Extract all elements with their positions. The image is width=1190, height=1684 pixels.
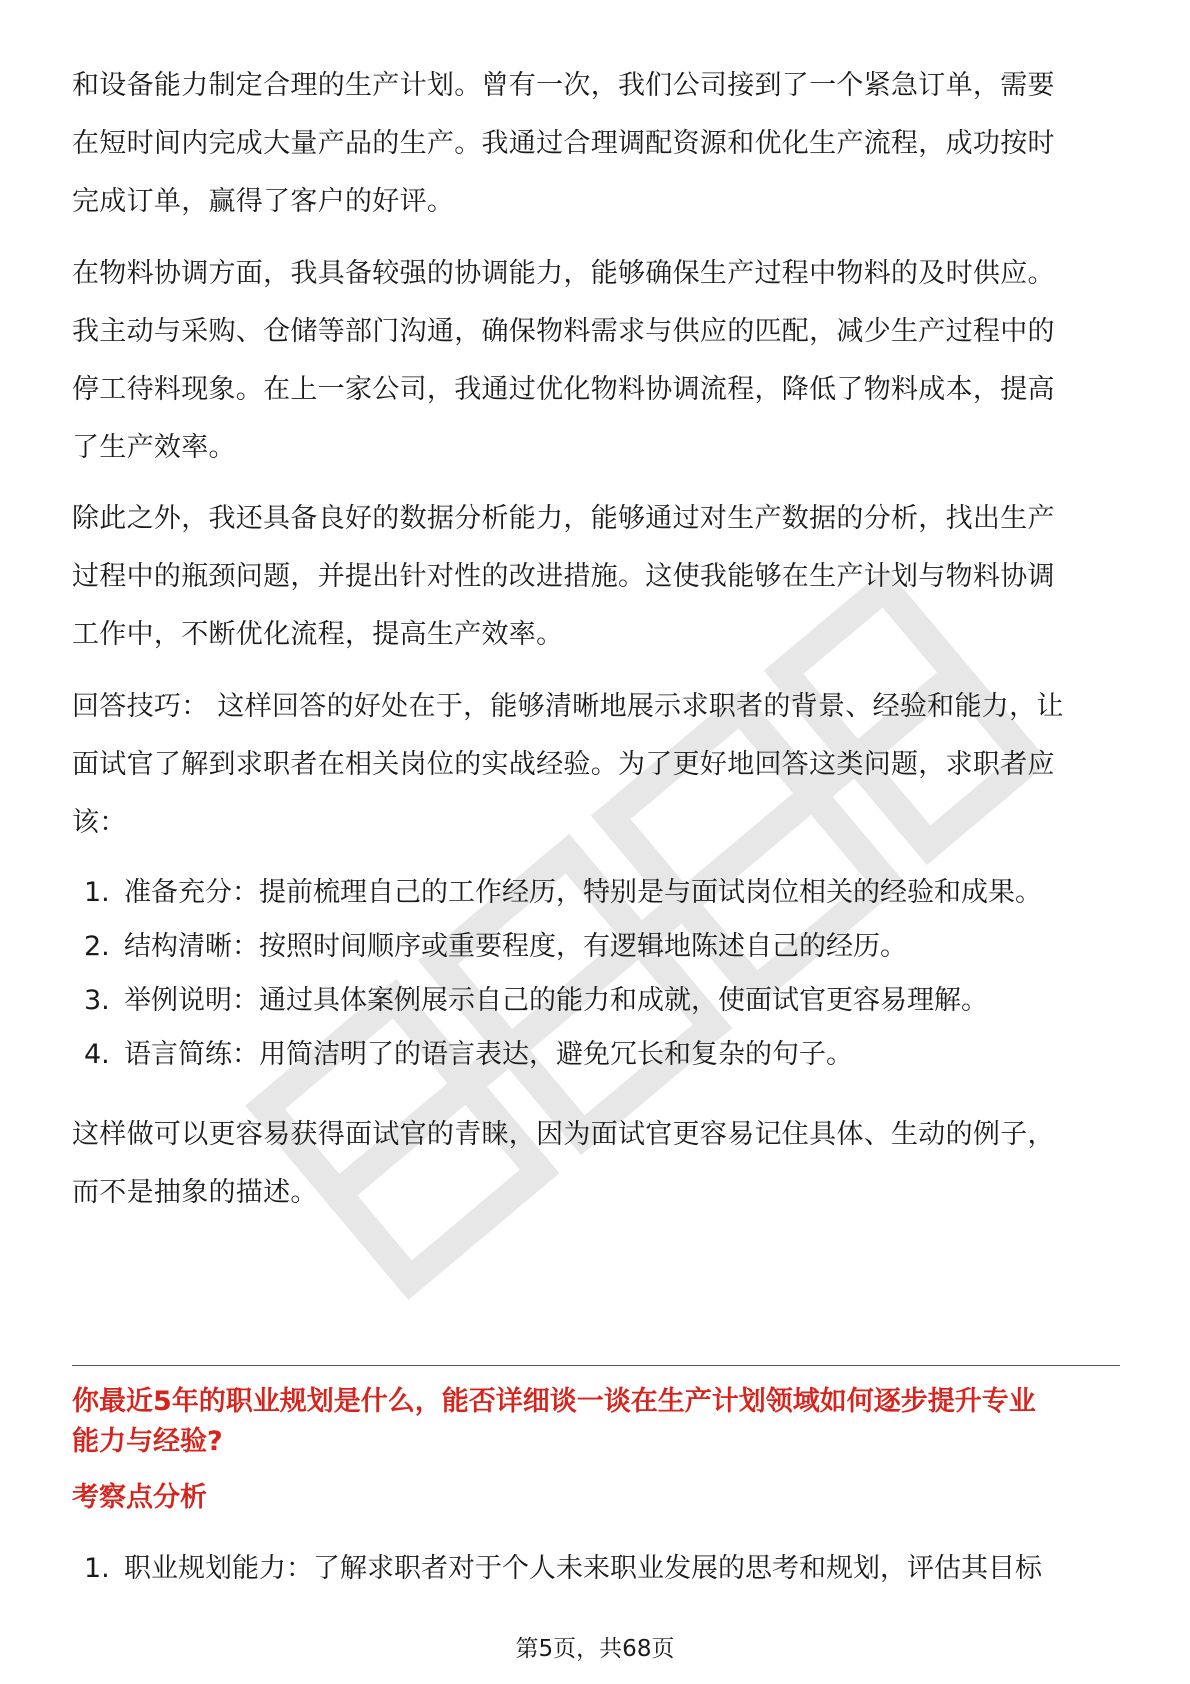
list-item <box>84 864 1042 922</box>
list-item <box>84 972 988 1030</box>
question-heading <box>72 1382 1122 1462</box>
text-line: 和设备能力制定合理的生产计划。曾有一次，我们公司接到了一个紧急订单，需要 <box>72 70 1055 101</box>
paragraph-planning <box>72 57 1122 231</box>
text-line: 我主动与采购、仓储等部门沟通，确保物料需求与供应的匹配，减少生产过程中的 <box>72 316 1055 347</box>
text-line: 这样做可以更容易获得面试官的青睐，因为面试官更容易记住具体、生动的例子， <box>72 1119 1055 1150</box>
text-line: 完成订单，赢得了客户的好评。 <box>72 186 455 217</box>
paragraph-answer-tips <box>72 678 1122 852</box>
analysis-heading: 考察点分析 <box>72 1482 207 1513</box>
section-divider <box>72 1365 1120 1366</box>
paragraph-data-analysis <box>72 490 1122 664</box>
page-footer: 第5页，共68页 <box>515 1636 675 1662</box>
text-line: 过程中的瓶颈问题，并提出针对性的改进措施。这使我能够在生产计划与物料协调 <box>72 561 1055 592</box>
list-text: 准备充分：提前梳理自己的工作经历，特别是与面试岗位相关的经验和成果。 <box>124 877 1042 908</box>
list-text: 语言简练：用简洁明了的语言表达，避免冗长和复杂的句子。 <box>124 1039 853 1070</box>
list-number: 2. <box>84 931 110 962</box>
text-line: 该： <box>72 807 127 838</box>
list-item <box>84 1026 853 1084</box>
list-number: 4. <box>84 1039 110 1070</box>
question-line: 能力与经验? <box>72 1426 223 1457</box>
list-number: 1. <box>84 877 110 908</box>
list-text: 举例说明：通过具体案例展示自己的能力和成就，使面试官更容易理解。 <box>124 985 988 1016</box>
question-line: 你最近5年的职业规划是什么，能否详细谈一谈在生产计划领域如何逐步提升专业 <box>72 1386 1036 1417</box>
list-text: 结构清晰：按照时间顺序或重要程度，有逻辑地陈述自己的经历。 <box>124 931 907 962</box>
paragraph-material <box>72 245 1122 477</box>
text-line: 工作中，不断优化流程，提高生产效率。 <box>72 619 564 650</box>
list-number: 3. <box>84 985 110 1016</box>
list-number: 1. <box>84 1553 110 1584</box>
text-line: 停工待料现象。在上一家公司，我通过优化物料协调流程，降低了物料成本，提高 <box>72 374 1055 405</box>
text-line: 而不是抽象的描述。 <box>72 1177 318 1208</box>
text-line: 在物料协调方面，我具备较强的协调能力，能够确保生产过程中物料的及时供应。 <box>72 258 1055 289</box>
paragraph-conclusion <box>72 1106 1122 1222</box>
text-line: 除此之外，我还具备良好的数据分析能力，能够通过对生产数据的分析，找出生产 <box>72 503 1055 534</box>
text-line: 面试官了解到求职者在相关岗位的实战经验。为了更好地回答这类问题，求职者应 <box>72 749 1055 780</box>
list-item <box>84 1540 1042 1598</box>
text-line: 了生产效率。 <box>72 432 236 463</box>
text-line: 回答技巧： 这样回答的好处在于，能够清晰地展示求职者的背景、经验和能力，让 <box>72 691 1064 722</box>
list-text: 职业规划能力：了解求职者对于个人未来职业发展的思考和规划，评估其目标 <box>124 1553 1042 1584</box>
list-item <box>84 918 907 976</box>
text-line: 在短时间内完成大量产品的生产。我通过合理调配资源和优化生产流程，成功按时 <box>72 128 1055 159</box>
